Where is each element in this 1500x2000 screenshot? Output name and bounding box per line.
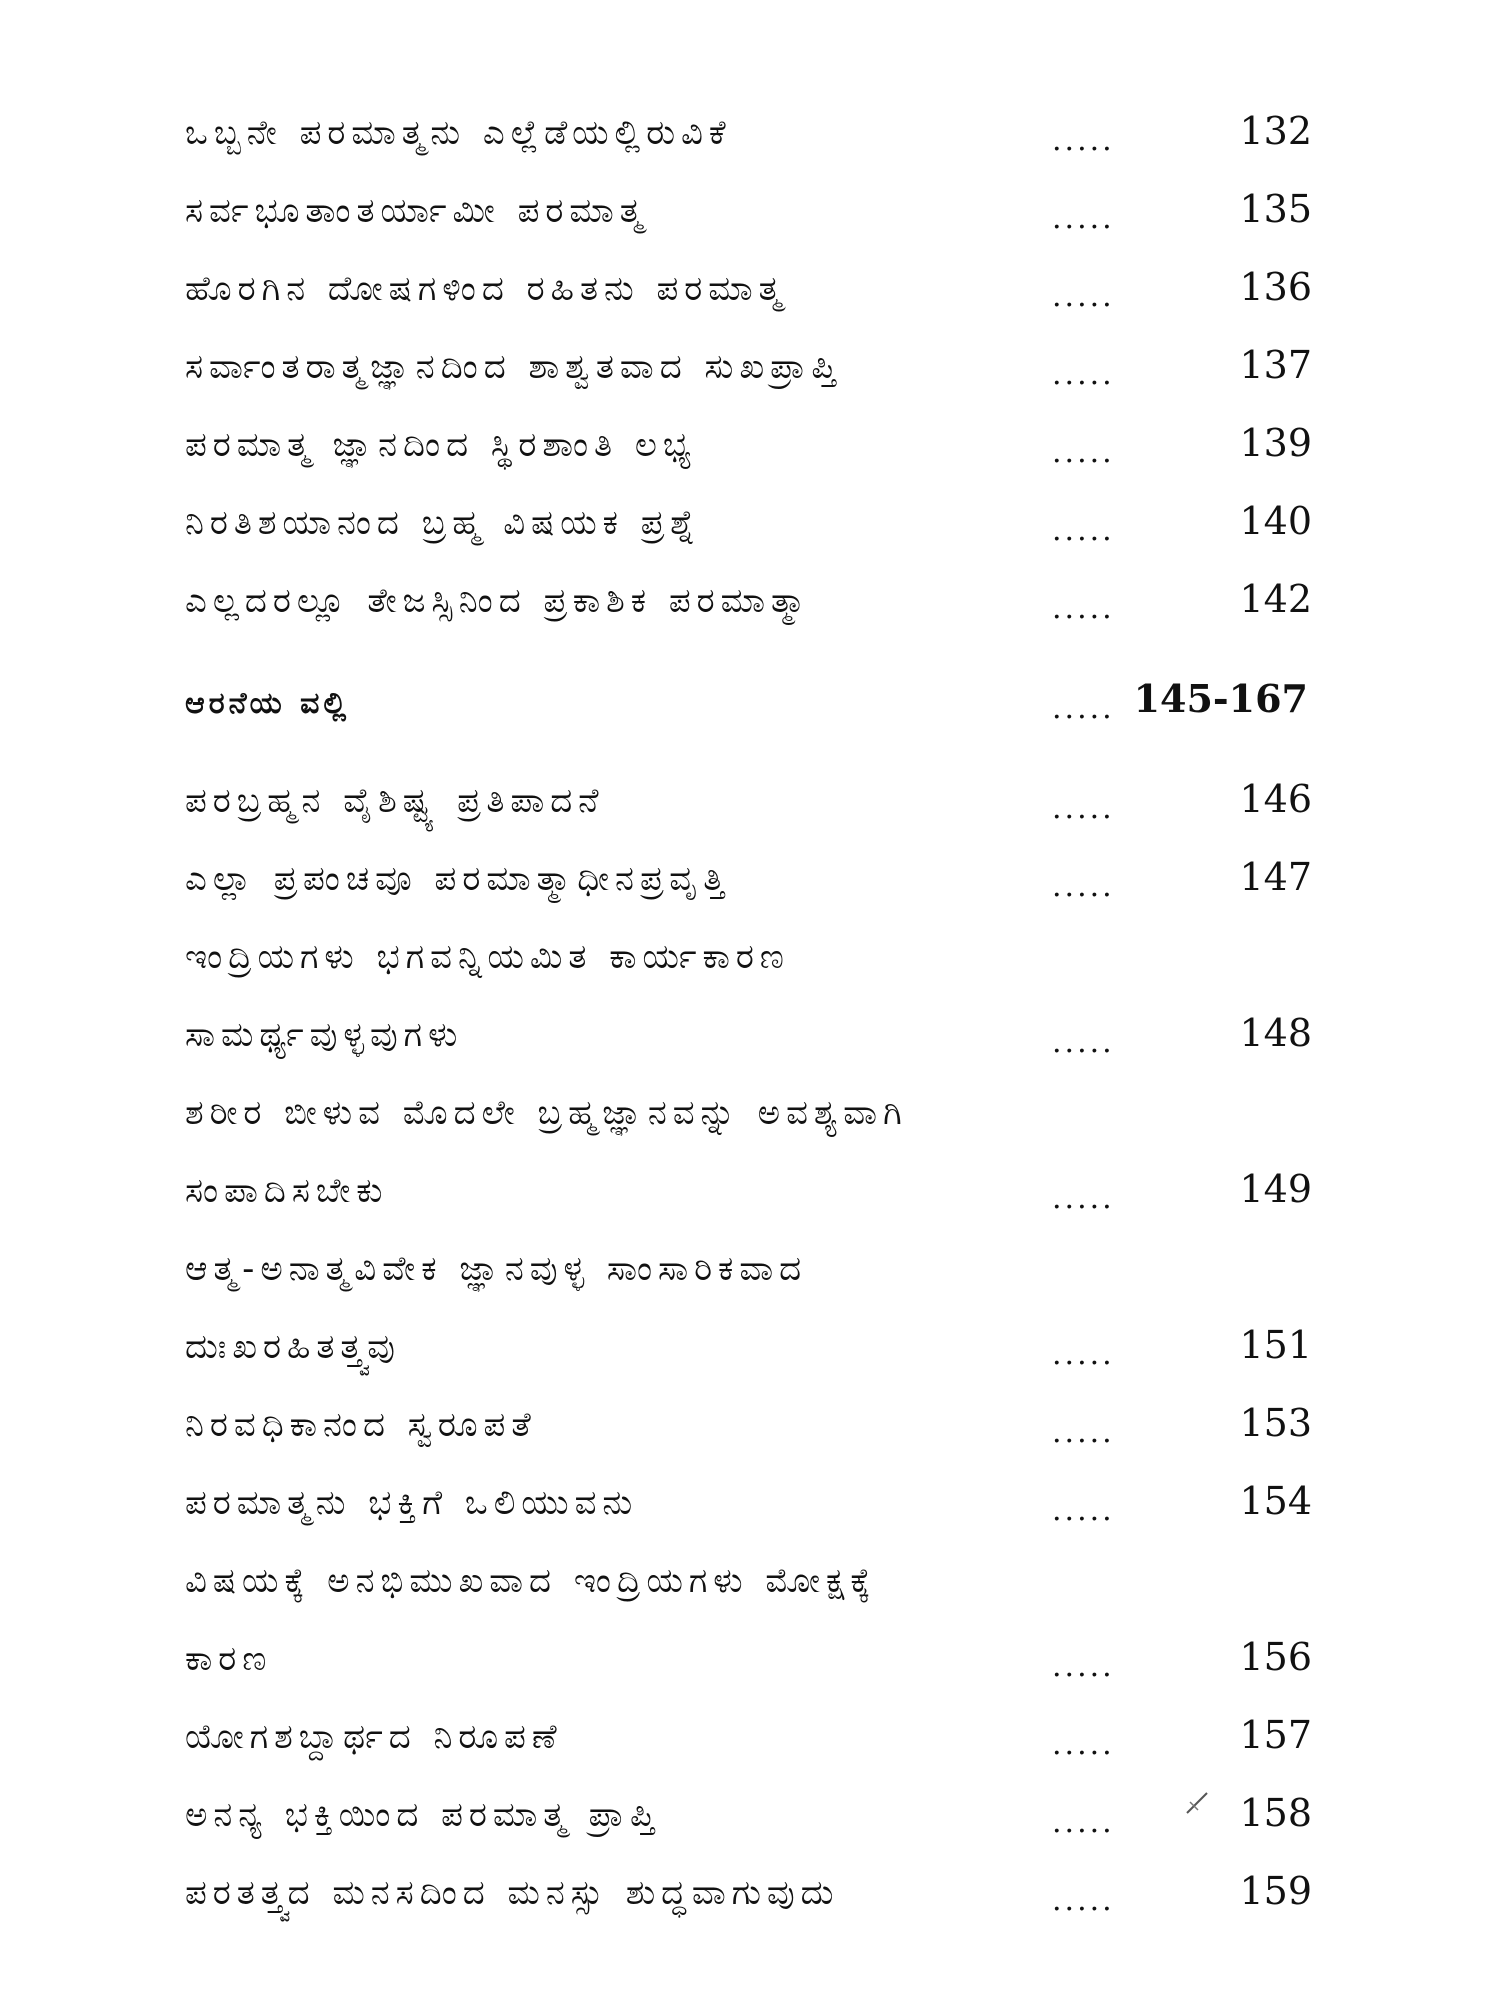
- entry-title: ಪರತತ್ತ್ವದ ಮನಸದಿಂದ ಮನಸ್ಸು ಶುದ್ಧವಾಗುವುದು: [185, 1873, 840, 1914]
- toc-entry: [0, 1002, 1500, 1062]
- toc-section-heading: [0, 668, 1500, 728]
- entry-title: ಎಲ್ಲಾ ಪ್ರಪಂಚವೂ ಪರಮಾತ್ಮಾಧೀನಪ್ರವೃತ್ತಿ: [185, 859, 731, 900]
- entry-dots: .....: [1052, 123, 1115, 158]
- toc-entry: [0, 1392, 1500, 1452]
- entry-page-number: 154: [1239, 1479, 1312, 1523]
- toc-entry: [0, 924, 1500, 984]
- entry-dots: .....: [1052, 201, 1115, 236]
- entry-title: ನಿರತಿಶಯಾನಂದ ಬ್ರಹ್ಮ ವಿಷಯಕ ಪ್ರಶ್ನೆ: [185, 503, 701, 544]
- entry-dots: .....: [1052, 357, 1115, 392]
- section-title: ಆರನೆಯ ವಲ್ಲಿ: [185, 686, 351, 721]
- toc-entry: [0, 1782, 1500, 1842]
- entry-page-number: 151: [1239, 1323, 1312, 1367]
- entry-title: ಪರಮಾತ್ಮನು ಭಕ್ತಿಗೆ ಒಲಿಯುವನು: [185, 1483, 639, 1524]
- entry-page-number: 149: [1239, 1167, 1312, 1211]
- entry-title: ಶರೀರ ಬೀಳುವ ಮೊದಲೇ ಬ್ರಹ್ಮಜ್ಞಾನವನ್ನು ಅವಶ್ಯವಾಗಿ: [185, 1093, 908, 1134]
- entry-page-number: 146: [1239, 777, 1312, 821]
- section-page-range: 145-167: [1133, 676, 1308, 721]
- entry-page-number: 153: [1239, 1401, 1312, 1445]
- entry-dots: .....: [1052, 1025, 1115, 1060]
- entry-dots: .....: [1052, 1415, 1115, 1450]
- toc-entry: [0, 1470, 1500, 1530]
- entry-title: ನಿರವಧಿಕಾನಂದ ಸ್ವರೂಪತೆ: [185, 1405, 537, 1446]
- toc-entry: [0, 768, 1500, 828]
- entry-title: ಸಾಮರ್ಥ್ಯವುಳ್ಳವುಗಳು: [185, 1015, 464, 1056]
- toc-entry: [0, 1080, 1500, 1140]
- entry-page-number: 137: [1239, 343, 1312, 387]
- entry-title: ಒಬ್ಬನೇ ಪರಮಾತ್ಮನು ಎಲ್ಲೆಡೆಯಲ್ಲಿರುವಿಕೆ: [185, 113, 732, 154]
- entry-title: ಕಾರಣ: [185, 1639, 273, 1680]
- entry-title: ಸಂಪಾದಿಸಬೇಕು: [185, 1171, 389, 1212]
- entry-title: ಸರ್ವಾಂತರಾತ್ಮಜ್ಞಾನದಿಂದ ಶಾಶ್ವತವಾದ ಸುಖಪ್ರಾಪ್ತಿ: [185, 347, 843, 388]
- toc-entry: [0, 1314, 1500, 1374]
- entry-title: ದುಃಖರಹಿತತ್ತ್ವವು: [185, 1327, 401, 1368]
- toc-entry: [0, 1860, 1500, 1920]
- toc-entry: [0, 412, 1500, 472]
- entry-title: ವಿಷಯಕ್ಕೆ ಅನಭಿಮುಖವಾದ ಇಂದ್ರಿಯಗಳು ಮೋಕ್ಷಕ್ಕೆ: [185, 1561, 877, 1602]
- entry-title: ಆತ್ಮ-ಅನಾತ್ಮವಿವೇಕ ಜ್ಞಾನವುಳ್ಳ ಸಾಂಸಾರಿಕವಾದ: [185, 1249, 808, 1290]
- entry-title: ಪರಮಾತ್ಮ ಜ್ಞಾನದಿಂದ ಸ್ಥಿರಶಾಂತಿ ಲಭ್ಯ: [185, 425, 697, 466]
- toc-entry: [0, 846, 1500, 906]
- entry-dots: .....: [1052, 1805, 1115, 1840]
- entry-page-number: 147: [1239, 855, 1312, 899]
- entry-title: ಎಲ್ಲದರಲ್ಲೂ ತೇಜಸ್ಸಿನಿಂದ ಪ್ರಕಾಶಿಕ ಪರಮಾತ್ಮಾ: [185, 581, 812, 622]
- toc-entry: [0, 1236, 1500, 1296]
- entry-dots: .....: [1052, 513, 1115, 548]
- entry-page-number: 140: [1239, 499, 1312, 543]
- toc-entry: [0, 490, 1500, 550]
- toc-entry: [0, 1548, 1500, 1608]
- entry-page-number: 142: [1239, 577, 1312, 621]
- entry-page-number: 136: [1239, 265, 1312, 309]
- toc-entry: [0, 1626, 1500, 1686]
- entry-dots: .....: [1052, 869, 1115, 904]
- entry-dots: .....: [1052, 1493, 1115, 1528]
- toc-entry: [0, 1158, 1500, 1218]
- entry-dots: .....: [1052, 1649, 1115, 1684]
- entry-page-number: 159: [1239, 1869, 1312, 1913]
- entry-title: ಇಂದ್ರಿಯಗಳು ಭಗವನ್ನಿಯಮಿತ ಕಾರ್ಯಕಾರಣ: [185, 937, 790, 978]
- entry-page-number: 156: [1239, 1635, 1312, 1679]
- entry-page-number: 135: [1239, 187, 1312, 231]
- entry-title: ಸರ್ವಭೂತಾಂತರ್ಯಾಮೀ ಪರಮಾತ್ಮ: [185, 191, 649, 232]
- entry-dots: .....: [1052, 1337, 1115, 1372]
- entry-title: ಪರಬ್ರಹ್ಮನ ವೈಶಿಷ್ಟ್ಯ ಪ್ರತಿಪಾದನೆ: [185, 781, 605, 822]
- toc-entry: [0, 100, 1500, 160]
- toc-entry: [0, 178, 1500, 238]
- entry-title: ಯೋಗಶಬ್ದಾರ್ಥದ ನಿರೂಪಣೆ: [185, 1717, 563, 1758]
- entry-dots: .....: [1052, 791, 1115, 826]
- toc-entry: [0, 1704, 1500, 1764]
- entry-dots: .....: [1052, 691, 1115, 726]
- entry-dots: .....: [1052, 435, 1115, 470]
- entry-page-number: 139: [1239, 421, 1312, 465]
- entry-page-number: 132: [1239, 109, 1312, 153]
- toc-entry: [0, 256, 1500, 316]
- toc-entry: [0, 568, 1500, 628]
- entry-title: ಅನನ್ಯ ಭಕ್ತಿಯಿಂದ ಪರಮಾತ್ಮ ಪ್ರಾಪ್ತಿ: [185, 1795, 661, 1836]
- entry-dots: .....: [1052, 1883, 1115, 1918]
- entry-title: ಹೊರಗಿನ ದೋಷಗಳಿಂದ ರಹಿತನು ಪರಮಾತ್ಮ: [185, 269, 788, 310]
- entry-page-number: 148: [1239, 1011, 1312, 1055]
- entry-dots: .....: [1052, 279, 1115, 314]
- entry-page-number: 158: [1239, 1791, 1312, 1835]
- entry-dots: .....: [1052, 1181, 1115, 1216]
- entry-dots: .....: [1052, 591, 1115, 626]
- pencil-tick-mark: [1184, 1790, 1210, 1816]
- toc-entry: [0, 334, 1500, 394]
- entry-dots: .....: [1052, 1727, 1115, 1762]
- entry-page-number: 157: [1239, 1713, 1312, 1757]
